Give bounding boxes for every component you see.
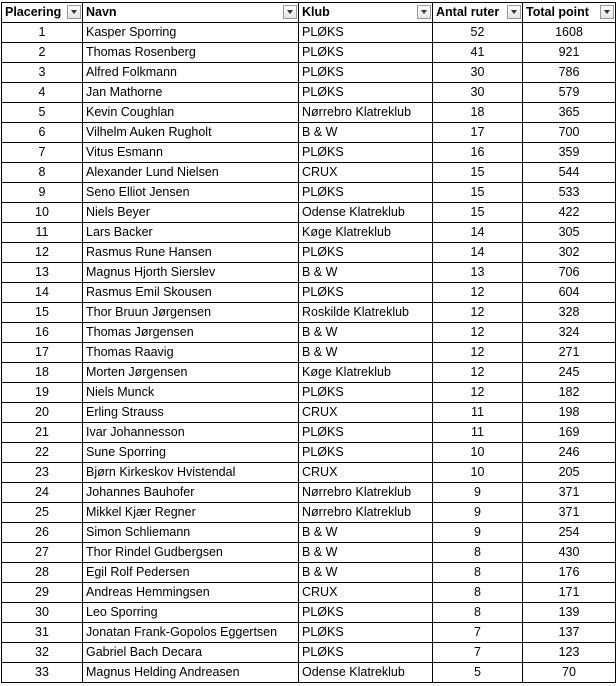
cell-total-point[interactable]: 245 [523,363,616,383]
cell-navn[interactable]: Erling Strauss [83,403,299,423]
cell-klub[interactable]: B & W [299,263,433,283]
cell-antal-ruter[interactable]: 15 [433,163,523,183]
cell-total-point[interactable]: 171 [523,583,616,603]
cell-placering[interactable]: 17 [2,343,83,363]
table-row [2,23,616,43]
cell-navn[interactable]: Ivar Johannesson [83,423,299,443]
cell-navn[interactable]: Sune Sporring [83,443,299,463]
cell-placering[interactable]: 16 [2,323,83,343]
table-row [2,603,616,623]
table-row [2,503,616,523]
cell-placering[interactable]: 21 [2,423,83,443]
header-navn [83,3,299,23]
cell-antal-ruter[interactable]: 12 [433,303,523,323]
cell-antal-ruter[interactable]: 7 [433,623,523,643]
cell-placering[interactable]: 24 [2,483,83,503]
cell-total-point[interactable]: 700 [523,123,616,143]
cell-navn[interactable]: Jonatan Frank-Gopolos Eggertsen [83,623,299,643]
cell-placering[interactable]: 30 [2,603,83,623]
cell-placering[interactable]: 25 [2,503,83,523]
cell-klub[interactable]: Køge Klatreklub [299,363,433,383]
header-label: Navn [86,5,117,19]
table-row [2,483,616,503]
cell-placering[interactable]: 15 [2,303,83,323]
cell-antal-ruter[interactable]: 16 [433,143,523,163]
cell-total-point[interactable]: 430 [523,543,616,563]
cell-antal-ruter[interactable]: 14 [433,243,523,263]
cell-placering[interactable]: 19 [2,383,83,403]
cell-total-point[interactable]: 706 [523,263,616,283]
table-row [2,363,616,383]
table-row [2,63,616,83]
cell-navn[interactable]: Jan Mathorne [83,83,299,103]
cell-navn[interactable]: Thor Rindel Gudbergsen [83,543,299,563]
cell-total-point[interactable]: 921 [523,43,616,63]
cell-antal-ruter[interactable]: 30 [433,83,523,103]
table-row [2,203,616,223]
cell-total-point[interactable]: 533 [523,183,616,203]
cell-navn[interactable]: Alfred Folkmann [83,63,299,83]
cell-navn[interactable]: Thomas Rosenberg [83,43,299,63]
cell-klub[interactable]: B & W [299,563,433,583]
cell-navn[interactable]: Gabriel Bach Decara [83,643,299,663]
cell-klub[interactable]: Nørrebro Klatreklub [299,483,433,503]
cell-klub[interactable]: CRUX [299,583,433,603]
cell-navn[interactable]: Niels Beyer [83,203,299,223]
cell-antal-ruter[interactable]: 12 [433,363,523,383]
cell-klub[interactable]: CRUX [299,403,433,423]
cell-klub[interactable]: B & W [299,543,433,563]
cell-klub[interactable]: PLØKS [299,443,433,463]
table-row [2,103,616,123]
cell-total-point[interactable]: 365 [523,103,616,123]
cell-placering[interactable]: 33 [2,663,83,683]
cell-placering[interactable]: 14 [2,283,83,303]
table-row [2,623,616,643]
table-row [2,643,616,663]
cell-klub[interactable]: CRUX [299,463,433,483]
table-row [2,663,616,683]
cell-navn[interactable]: Simon Schliemann [83,523,299,543]
cell-klub[interactable]: Roskilde Klatreklub [299,303,433,323]
table-row [2,463,616,483]
cell-total-point[interactable]: 1608 [523,23,616,43]
cell-klub[interactable]: Nørrebro Klatreklub [299,503,433,523]
table-row [2,543,616,563]
cell-placering[interactable]: 20 [2,403,83,423]
table-row [2,163,616,183]
cell-klub[interactable]: PLØKS [299,243,433,263]
cell-placering[interactable]: 26 [2,523,83,543]
header-row [2,3,616,23]
table-row [2,583,616,603]
header-klub [299,3,433,23]
table-row [2,403,616,423]
cell-antal-ruter[interactable]: 12 [433,343,523,363]
table-row [2,423,616,443]
table-row [2,143,616,163]
cell-placering[interactable]: 3 [2,63,83,83]
cell-antal-ruter[interactable]: 12 [433,323,523,343]
cell-navn[interactable]: Egil Rolf Pedersen [83,563,299,583]
cell-antal-ruter[interactable]: 8 [433,603,523,623]
cell-total-point[interactable]: 271 [523,343,616,363]
cell-klub[interactable]: PLØKS [299,63,433,83]
table-body [2,23,616,683]
cell-klub[interactable]: PLØKS [299,23,433,43]
cell-antal-ruter[interactable]: 8 [433,583,523,603]
cell-antal-ruter[interactable]: 11 [433,403,523,423]
filter-dropdown-icon[interactable] [507,5,521,19]
cell-total-point[interactable]: 70 [523,663,616,683]
table-row [2,83,616,103]
cell-navn[interactable]: Alexander Lund Nielsen [83,163,299,183]
cell-klub[interactable]: PLØKS [299,643,433,663]
cell-klub[interactable]: PLØKS [299,283,433,303]
table-row [2,303,616,323]
cell-navn[interactable]: Thor Bruun Jørgensen [83,303,299,323]
cell-antal-ruter[interactable]: 15 [433,183,523,203]
cell-placering[interactable]: 22 [2,443,83,463]
cell-placering[interactable]: 11 [2,223,83,243]
cell-total-point[interactable]: 422 [523,203,616,223]
cell-total-point[interactable]: 302 [523,243,616,263]
header-label: Total point [526,5,589,19]
header-placering [2,3,83,23]
cell-antal-ruter[interactable]: 10 [433,463,523,483]
cell-klub[interactable]: Odense Klatreklub [299,663,433,683]
cell-antal-ruter[interactable]: 12 [433,283,523,303]
cell-navn[interactable]: Morten Jørgensen [83,363,299,383]
cell-navn[interactable]: Thomas Raavig [83,343,299,363]
cell-total-point[interactable]: 324 [523,323,616,343]
cell-total-point[interactable]: 139 [523,603,616,623]
cell-klub[interactable]: PLØKS [299,383,433,403]
cell-total-point[interactable]: 359 [523,143,616,163]
cell-placering[interactable]: 23 [2,463,83,483]
cell-placering[interactable]: 2 [2,43,83,63]
cell-klub[interactable]: Odense Klatreklub [299,203,433,223]
cell-placering[interactable]: 31 [2,623,83,643]
cell-klub[interactable]: B & W [299,343,433,363]
filter-dropdown-icon[interactable] [600,5,614,19]
cell-navn[interactable]: Andreas Hemmingsen [83,583,299,603]
cell-antal-ruter[interactable]: 12 [433,383,523,403]
cell-placering[interactable]: 18 [2,363,83,383]
cell-placering[interactable]: 13 [2,263,83,283]
cell-antal-ruter[interactable]: 11 [433,423,523,443]
table-row [2,383,616,403]
cell-klub[interactable]: PLØKS [299,423,433,443]
table-row [2,183,616,203]
cell-placering[interactable]: 8 [2,163,83,183]
cell-total-point[interactable]: 305 [523,223,616,243]
cell-placering[interactable]: 29 [2,583,83,603]
cell-placering[interactable]: 5 [2,103,83,123]
cell-klub[interactable]: Nørrebro Klatreklub [299,103,433,123]
cell-total-point[interactable]: 579 [523,83,616,103]
cell-placering[interactable]: 27 [2,543,83,563]
cell-total-point[interactable]: 176 [523,563,616,583]
table-row [2,243,616,263]
header-label: Placering [5,5,62,19]
table-row [2,563,616,583]
cell-total-point[interactable]: 254 [523,523,616,543]
cell-total-point[interactable]: 169 [523,423,616,443]
table-row [2,343,616,363]
cell-navn[interactable]: Magnus Helding Andreasen [83,663,299,683]
cell-placering[interactable]: 4 [2,83,83,103]
cell-total-point[interactable]: 371 [523,483,616,503]
cell-klub[interactable]: PLØKS [299,143,433,163]
cell-klub[interactable]: PLØKS [299,83,433,103]
header-total-point [523,3,616,23]
cell-klub[interactable]: Køge Klatreklub [299,223,433,243]
cell-navn[interactable]: Vilhelm Auken Rugholt [83,123,299,143]
cell-klub[interactable]: PLØKS [299,43,433,63]
filter-dropdown-icon[interactable] [283,5,297,19]
header-antal-ruter [433,3,523,23]
cell-antal-ruter[interactable]: 18 [433,103,523,123]
cell-klub[interactable]: PLØKS [299,183,433,203]
cell-navn[interactable]: Seno Elliot Jensen [83,183,299,203]
cell-navn[interactable]: Johannes Bauhofer [83,483,299,503]
cell-antal-ruter[interactable]: 8 [433,563,523,583]
cell-navn[interactable]: Leo Sporring [83,603,299,623]
cell-antal-ruter[interactable]: 9 [433,523,523,543]
table-row [2,323,616,343]
table-row [2,263,616,283]
cell-navn[interactable]: Vitus Esmann [83,143,299,163]
cell-total-point[interactable]: 371 [523,503,616,523]
cell-total-point[interactable]: 137 [523,623,616,643]
table-row [2,283,616,303]
cell-antal-ruter[interactable]: 7 [433,643,523,663]
cell-antal-ruter[interactable]: 41 [433,43,523,63]
filter-dropdown-icon[interactable] [67,5,81,19]
cell-klub[interactable]: B & W [299,323,433,343]
cell-klub[interactable]: PLØKS [299,603,433,623]
cell-total-point[interactable]: 786 [523,63,616,83]
cell-navn[interactable]: Thomas Jørgensen [83,323,299,343]
cell-placering[interactable]: 28 [2,563,83,583]
cell-total-point[interactable]: 123 [523,643,616,663]
cell-antal-ruter[interactable]: 13 [433,263,523,283]
cell-placering[interactable]: 1 [2,23,83,43]
table-row [2,223,616,243]
cell-antal-ruter[interactable]: 17 [433,123,523,143]
cell-antal-ruter[interactable]: 9 [433,483,523,503]
table-row [2,443,616,463]
cell-total-point[interactable]: 198 [523,403,616,423]
cell-antal-ruter[interactable]: 8 [433,543,523,563]
cell-antal-ruter[interactable]: 52 [433,23,523,43]
table-row [2,523,616,543]
header-label: Antal ruter [436,5,500,19]
cell-navn[interactable]: Lars Backer [83,223,299,243]
cell-klub[interactable]: CRUX [299,163,433,183]
cell-placering[interactable]: 7 [2,143,83,163]
cell-antal-ruter[interactable]: 9 [433,503,523,523]
cell-antal-ruter[interactable]: 14 [433,223,523,243]
cell-klub[interactable]: B & W [299,123,433,143]
cell-antal-ruter[interactable]: 15 [433,203,523,223]
cell-klub[interactable]: B & W [299,523,433,543]
cell-placering[interactable]: 32 [2,643,83,663]
cell-total-point[interactable]: 246 [523,443,616,463]
cell-total-point[interactable]: 205 [523,463,616,483]
cell-total-point[interactable]: 328 [523,303,616,323]
table-row [2,43,616,63]
cell-navn[interactable]: Rasmus Emil Skousen [83,283,299,303]
cell-total-point[interactable]: 182 [523,383,616,403]
filter-dropdown-icon[interactable] [417,5,431,19]
cell-antal-ruter[interactable]: 10 [433,443,523,463]
cell-antal-ruter[interactable]: 5 [433,663,523,683]
cell-placering[interactable]: 10 [2,203,83,223]
cell-navn[interactable]: Rasmus Rune Hansen [83,243,299,263]
cell-navn[interactable]: Mikkel Kjær Regner [83,503,299,523]
cell-placering[interactable]: 6 [2,123,83,143]
cell-navn[interactable]: Kevin Coughlan [83,103,299,123]
cell-total-point[interactable]: 604 [523,283,616,303]
cell-navn[interactable]: Bjørn Kirkeskov Hvistendal [83,463,299,483]
cell-placering[interactable]: 12 [2,243,83,263]
cell-antal-ruter[interactable]: 30 [433,63,523,83]
results-table [1,2,616,683]
cell-navn[interactable]: Magnus Hjorth Sierslev [83,263,299,283]
cell-navn[interactable]: Kasper Sporring [83,23,299,43]
cell-klub[interactable]: PLØKS [299,623,433,643]
cell-placering[interactable]: 9 [2,183,83,203]
header-label: Klub [302,5,330,19]
table-row [2,123,616,143]
cell-total-point[interactable]: 544 [523,163,616,183]
cell-navn[interactable]: Niels Munck [83,383,299,403]
